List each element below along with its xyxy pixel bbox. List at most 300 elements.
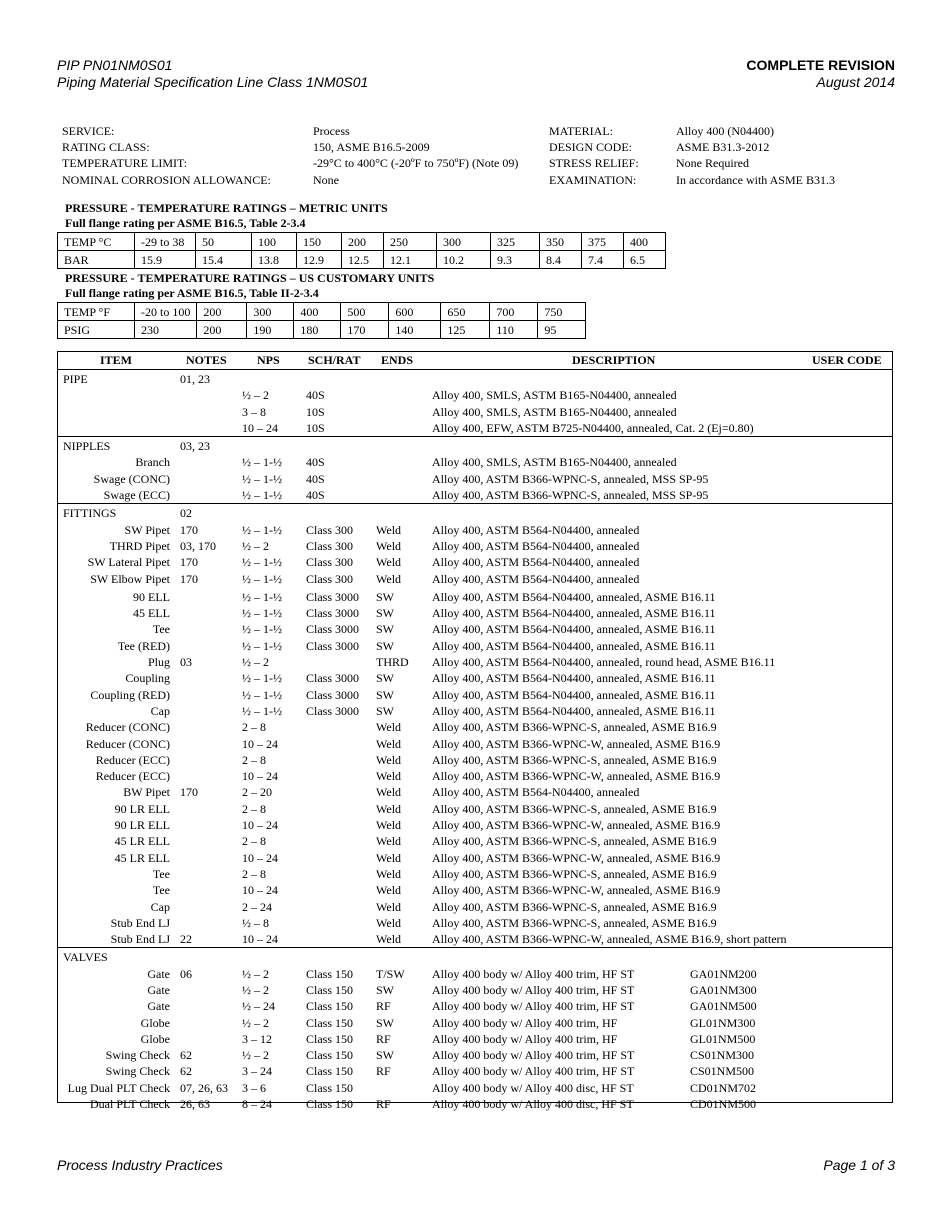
- ends-cell: SW: [376, 1015, 394, 1030]
- table-row: [58, 915, 892, 931]
- nps-cell: ½ – 2: [242, 1048, 269, 1063]
- nps-cell: ½ – 1-½: [242, 638, 282, 653]
- notes-cell: 62: [180, 1048, 192, 1063]
- metric-ratings-table: [57, 232, 666, 269]
- nps-cell: 2 – 20: [242, 785, 272, 800]
- table-row: [58, 736, 892, 752]
- revision-label: COMPLETE REVISION: [746, 57, 895, 73]
- description-cell: Alloy 400, ASTM B564-N04400, annealed: [432, 555, 640, 570]
- sch-cell: 10S: [306, 404, 325, 419]
- table-row: [58, 522, 892, 538]
- notes-cell: 170: [180, 785, 198, 800]
- nps-cell: ½ – 1-½: [242, 622, 282, 637]
- sch-cell: Class 3000: [306, 703, 360, 718]
- rating-cell: 95: [538, 321, 586, 339]
- item-cell: SW Lateral Pipet: [87, 555, 170, 570]
- footer-page-number: Page 1 of 3: [823, 1157, 895, 1173]
- description-cell: Alloy 400, SMLS, ASTM B165-N04400, annealed: [432, 388, 677, 403]
- table-row: [58, 605, 892, 621]
- group-title: NIPPLES: [63, 439, 111, 454]
- nps-cell: 3 – 6: [242, 1080, 266, 1095]
- sch-cell: Class 3000: [306, 622, 360, 637]
- sch-cell: Class 150: [306, 1097, 354, 1112]
- group-notes: 01, 23: [180, 372, 210, 386]
- us-ratings-table: [57, 302, 586, 339]
- nps-cell: ½ – 2: [242, 388, 269, 403]
- group-title-row: [58, 505, 892, 521]
- rating-cell: 325: [491, 233, 540, 251]
- ends-cell: Weld: [376, 866, 402, 881]
- ends-cell: RF: [376, 999, 391, 1014]
- ends-cell: SW: [376, 687, 394, 702]
- nps-cell: ½ – 8: [242, 915, 269, 930]
- us-ratings-title: PRESSURE - TEMPERATURE RATINGS – US CUSTOMARY UNITS Full flange rating per ASME B16.5, Table II-2-3.4: [65, 271, 435, 300]
- ends-cell: Weld: [376, 818, 402, 833]
- info-label: NOMINAL CORROSION ALLOWANCE:: [62, 172, 271, 187]
- notes-cell: 22: [180, 932, 192, 947]
- table-row: [58, 752, 892, 768]
- piping-components-table: [57, 351, 893, 1112]
- ends-cell: Weld: [376, 785, 402, 800]
- ends-cell: Weld: [376, 769, 402, 784]
- nps-cell: 3 – 8: [242, 404, 266, 419]
- notes-cell: 170: [180, 522, 198, 537]
- table-row: [58, 866, 892, 882]
- rating-cell: 400: [624, 233, 666, 251]
- nps-cell: ½ – 24: [242, 999, 275, 1014]
- description-cell: Alloy 400 body w/ Alloy 400 disc, HF ST: [432, 1097, 634, 1112]
- description-cell: Alloy 400, ASTM B366-WPNC-W, annealed, ASME B16.9, short pattern: [432, 932, 787, 947]
- description-cell: Alloy 400, EFW, ASTM B725-N04400, annealed, Cat. 2 (Ej=0.80): [432, 420, 754, 435]
- sch-cell: 40S: [306, 488, 325, 503]
- sch-cell: Class 3000: [306, 687, 360, 702]
- table-row: [58, 571, 892, 587]
- nps-cell: ½ – 1-½: [242, 455, 282, 470]
- sch-cell: Class 150: [306, 1031, 354, 1046]
- ends-cell: Weld: [376, 834, 402, 849]
- description-cell: Alloy 400, ASTM B366-WPNC-W, annealed, ASME B16.9: [432, 736, 721, 751]
- ends-cell: SW: [376, 671, 394, 686]
- info-value: Alloy 400 (N04400): [676, 124, 774, 138]
- rating-cell: 12.5: [342, 251, 384, 269]
- table-row: [58, 638, 892, 654]
- notes-cell: 03, 170: [180, 538, 216, 553]
- nps-cell: 10 – 24: [242, 769, 278, 784]
- table-row: [58, 621, 892, 637]
- nps-cell: 2 – 8: [242, 801, 266, 816]
- description-cell: Alloy 400, ASTM B366-WPNC-S, annealed, ASME B16.9: [432, 899, 717, 914]
- nps-cell: ½ – 2: [242, 982, 269, 997]
- nps-cell: ½ – 1-½: [242, 671, 282, 686]
- rating-cell: 170: [341, 321, 389, 339]
- table-row: [58, 768, 892, 784]
- description-cell: Alloy 400, ASTM B366-WPNC-S, annealed, MSS SP-95: [432, 471, 709, 486]
- sch-cell: Class 300: [306, 571, 354, 586]
- ends-cell: Weld: [376, 538, 402, 553]
- rating-cell: -20 to 100: [135, 303, 197, 321]
- ends-cell: SW: [376, 622, 394, 637]
- info-value: In accordance with ASME B31.3: [676, 172, 835, 187]
- info-value: 150, ASME B16.5-2009: [313, 140, 430, 155]
- ends-cell: Weld: [376, 801, 402, 816]
- item-cell: Globe: [140, 1031, 170, 1046]
- ends-cell: Weld: [376, 850, 402, 865]
- ends-cell: Weld: [376, 571, 402, 586]
- table-row: [58, 454, 892, 470]
- rating-cell: 12.9: [297, 251, 342, 269]
- group-notes: 02: [180, 506, 192, 521]
- table-row: [58, 1096, 892, 1112]
- table-row: [58, 982, 892, 998]
- description-cell: Alloy 400 body w/ Alloy 400 trim, HF ST: [432, 1064, 635, 1079]
- item-cell: Swing Check: [105, 1064, 170, 1079]
- notes-cell: 03: [180, 655, 192, 670]
- ends-cell: THRD: [376, 655, 409, 670]
- sch-cell: Class 150: [306, 1064, 354, 1079]
- table-row: [58, 687, 892, 703]
- nps-cell: 2 – 8: [242, 866, 266, 881]
- description-cell: Alloy 400, ASTM B366-WPNC-W, annealed, ASME B16.9: [432, 769, 721, 784]
- table-row: [58, 1080, 892, 1096]
- item-cell: Branch: [135, 455, 170, 470]
- description-cell: Alloy 400, ASTM B564-N04400, annealed: [432, 571, 640, 586]
- user-code-cell: GA01NM300: [690, 982, 757, 997]
- info-label: TEMPERATURE LIMIT:: [62, 156, 188, 171]
- header-notes: NOTES: [186, 353, 227, 367]
- info-label: MATERIAL:: [549, 124, 613, 138]
- description-cell: Alloy 400 body w/ Alloy 400 trim, HF ST: [432, 1048, 635, 1063]
- item-cell: 45 ELL: [133, 606, 170, 621]
- sch-cell: Class 150: [306, 982, 354, 997]
- rating-row: [58, 251, 666, 269]
- rating-cell: 110: [490, 321, 538, 339]
- description-cell: Alloy 400 body w/ Alloy 400 trim, HF ST: [432, 966, 635, 981]
- rating-cell: 750: [538, 303, 586, 321]
- rating-cell: 200: [197, 303, 247, 321]
- nps-cell: ½ – 1-½: [242, 571, 282, 586]
- table-row: [58, 554, 892, 570]
- table-row: [58, 420, 892, 436]
- sch-cell: Class 300: [306, 538, 354, 553]
- table-row: [58, 487, 892, 503]
- item-cell: Stub End LJ: [110, 932, 170, 947]
- rating-cell: -29 to 38: [135, 233, 196, 251]
- item-cell: SW Elbow Pipet: [90, 571, 170, 586]
- nps-cell: 10 – 24: [242, 850, 278, 865]
- group-valves: [58, 948, 892, 1112]
- nps-cell: 2 – 8: [242, 834, 266, 849]
- ends-cell: Weld: [376, 720, 402, 735]
- description-cell: Alloy 400, SMLS, ASTM B165-N04400, annealed: [432, 455, 677, 470]
- ends-cell: RF: [376, 1031, 391, 1046]
- info-value: Process: [313, 124, 350, 138]
- nps-cell: 3 – 12: [242, 1031, 272, 1046]
- sch-cell: Class 150: [306, 1080, 354, 1095]
- table-row: [58, 670, 892, 686]
- rating-cell: 700: [490, 303, 538, 321]
- table-row: [58, 719, 892, 735]
- table-row: [58, 882, 892, 898]
- ends-cell: SW: [376, 589, 394, 604]
- table-row: [58, 1047, 892, 1063]
- revision-date: August 2014: [816, 74, 895, 90]
- table-row: [58, 998, 892, 1014]
- nps-cell: ½ – 2: [242, 1015, 269, 1030]
- item-cell: THRD Pipet: [109, 538, 170, 553]
- notes-cell: 170: [180, 571, 198, 586]
- sch-cell: Class 3000: [306, 638, 360, 653]
- item-cell: Cap: [150, 703, 170, 718]
- info-value: None Required: [676, 156, 749, 171]
- nps-cell: 10 – 24: [242, 932, 278, 947]
- nps-cell: ½ – 1-½: [242, 471, 282, 486]
- rating-cell: 375: [582, 233, 624, 251]
- item-cell: Swage (CONC): [93, 471, 170, 486]
- rating-cell: 600: [389, 303, 441, 321]
- description-cell: Alloy 400, ASTM B366-WPNC-S, annealed, ASME B16.9: [432, 752, 717, 767]
- sch-cell: 10S: [306, 420, 325, 435]
- user-code-cell: CS01NM500: [690, 1064, 755, 1079]
- ends-cell: RF: [376, 1097, 391, 1112]
- notes-cell: 26, 63: [180, 1097, 210, 1112]
- nps-cell: 3 – 24: [242, 1064, 272, 1079]
- item-cell: Globe: [140, 1015, 170, 1030]
- document-title: Piping Material Specification Line Class 1NM0S01: [57, 74, 369, 90]
- rating-cell: 190: [247, 321, 294, 339]
- item-cell: Plug: [147, 655, 170, 670]
- table-row: [58, 404, 892, 420]
- table-header-row: [58, 352, 892, 370]
- description-cell: Alloy 400, ASTM B564-N04400, annealed, round head, ASME B16.11: [432, 655, 776, 670]
- document-header-left: [57, 57, 368, 91]
- info-label: RATING CLASS:: [62, 140, 150, 155]
- sch-cell: Class 300: [306, 555, 354, 570]
- description-cell: Alloy 400 body w/ Alloy 400 trim, HF ST: [432, 999, 635, 1014]
- rating-cell: TEMP °C: [58, 233, 135, 251]
- description-cell: Alloy 400, ASTM B366-WPNC-S, annealed, ASME B16.9: [432, 720, 717, 735]
- description-cell: Alloy 400, ASTM B564-N04400, annealed, ASME B16.11: [432, 622, 716, 637]
- header-ends: ENDS: [381, 353, 414, 367]
- item-cell: Gate: [147, 999, 170, 1014]
- nps-cell: 10 – 24: [242, 420, 278, 435]
- ends-cell: Weld: [376, 555, 402, 570]
- item-cell: Lug Dual PLT Check: [67, 1080, 170, 1095]
- description-cell: Alloy 400, ASTM B564-N04400, annealed, ASME B16.11: [432, 638, 716, 653]
- description-cell: Alloy 400 body w/ Alloy 400 trim, HF: [432, 1031, 618, 1046]
- info-value: ASME B31.3-2012: [676, 140, 770, 155]
- item-cell: Reducer (CONC): [85, 736, 170, 751]
- rating-cell: 7.4: [582, 251, 624, 269]
- group-title: FITTINGS: [63, 506, 117, 521]
- rating-cell: 10.2: [437, 251, 491, 269]
- item-cell: Tee: [152, 866, 170, 881]
- ends-cell: SW: [376, 982, 394, 997]
- rating-row: [58, 321, 586, 339]
- description-cell: Alloy 400 body w/ Alloy 400 trim, HF: [432, 1015, 618, 1030]
- table-row: [58, 471, 892, 487]
- item-cell: Tee: [152, 622, 170, 637]
- header-sch-rat: SCH/RAT: [308, 353, 361, 367]
- sch-cell: 40S: [306, 388, 325, 403]
- footer-org: Process Industry Practices: [57, 1157, 223, 1173]
- item-cell: 90 LR ELL: [114, 801, 170, 816]
- sch-cell: Class 150: [306, 999, 354, 1014]
- rating-cell: 8.4: [540, 251, 582, 269]
- description-cell: Alloy 400, ASTM B564-N04400, annealed: [432, 785, 640, 800]
- header-nps: NPS: [257, 353, 280, 367]
- item-cell: Tee: [152, 883, 170, 898]
- nps-cell: 10 – 24: [242, 736, 278, 751]
- item-cell: Reducer (ECC): [95, 769, 170, 784]
- table-row: [58, 589, 892, 605]
- rating-cell: 140: [389, 321, 441, 339]
- description-cell: Alloy 400, ASTM B564-N04400, annealed, ASME B16.11: [432, 589, 716, 604]
- table-row: [58, 850, 892, 866]
- group-pipe: [58, 370, 892, 437]
- item-cell: Stub End LJ: [110, 915, 170, 930]
- item-cell: Coupling: [125, 671, 170, 686]
- rating-cell: 180: [294, 321, 341, 339]
- ends-cell: Weld: [376, 752, 402, 767]
- table-row: [58, 703, 892, 719]
- rating-cell: 12.1: [384, 251, 437, 269]
- nps-cell: ½ – 2: [242, 966, 269, 981]
- user-code-cell: CS01NM300: [690, 1048, 755, 1063]
- rating-cell: 230: [135, 321, 197, 339]
- nps-cell: 8 – 24: [242, 1097, 272, 1112]
- rating-cell: 650: [441, 303, 490, 321]
- nps-cell: ½ – 1-½: [242, 606, 282, 621]
- user-code-cell: GL01NM300: [690, 1015, 756, 1030]
- description-cell: Alloy 400, ASTM B366-WPNC-S, annealed, ASME B16.9: [432, 801, 717, 816]
- sch-cell: Class 150: [306, 1048, 354, 1063]
- rating-cell: BAR: [58, 251, 135, 269]
- rating-cell: 9.3: [491, 251, 540, 269]
- nps-cell: 2 – 8: [242, 720, 266, 735]
- ends-cell: Weld: [376, 736, 402, 751]
- sch-cell: Class 3000: [306, 671, 360, 686]
- description-cell: Alloy 400, ASTM B366-WPNC-S, annealed, ASME B16.9: [432, 915, 717, 930]
- header-description: DESCRIPTION: [572, 353, 656, 367]
- rating-cell: 150: [297, 233, 342, 251]
- notes-cell: 06: [180, 966, 192, 981]
- rating-cell: 300: [437, 233, 491, 251]
- item-cell: Tee (RED): [117, 638, 170, 653]
- user-code-cell: GA01NM200: [690, 966, 757, 981]
- notes-cell: 170: [180, 555, 198, 570]
- description-cell: Alloy 400, ASTM B564-N04400, annealed, ASME B16.11: [432, 703, 716, 718]
- item-cell: Coupling (RED): [90, 687, 170, 702]
- rating-cell: 15.4: [196, 251, 252, 269]
- ends-cell: T/SW: [376, 966, 405, 981]
- description-cell: Alloy 400, ASTM B366-WPNC-W, annealed, ASME B16.9: [432, 850, 721, 865]
- item-cell: Reducer (CONC): [85, 720, 170, 735]
- info-value: None: [313, 172, 339, 187]
- rating-cell: 300: [247, 303, 294, 321]
- description-cell: Alloy 400, ASTM B564-N04400, annealed, ASME B16.11: [432, 687, 716, 702]
- nps-cell: 10 – 24: [242, 883, 278, 898]
- item-cell: 45 LR ELL: [114, 850, 170, 865]
- info-label: STRESS RELIEF:: [549, 156, 639, 171]
- metric-ratings-title: PRESSURE - TEMPERATURE RATINGS – METRIC UNITS Full flange rating per ASME B16.5, Table 2-3.4: [65, 201, 388, 230]
- item-cell: Gate: [147, 982, 170, 997]
- table-row: [58, 1031, 892, 1047]
- info-value: -29°C to 400°C (-20ºF to 750ºF) (Note 09): [313, 156, 519, 171]
- sch-cell: Class 150: [306, 966, 354, 981]
- nps-cell: ½ – 1-½: [242, 522, 282, 537]
- rating-cell: 50: [196, 233, 252, 251]
- ends-cell: Weld: [376, 899, 402, 914]
- header-item: ITEM: [100, 353, 133, 367]
- sch-cell: 40S: [306, 455, 325, 470]
- ends-cell: RF: [376, 1064, 391, 1079]
- ends-cell: Weld: [376, 883, 402, 898]
- rating-row: [58, 233, 666, 251]
- group-title-row: [58, 371, 892, 387]
- description-cell: Alloy 400, ASTM B366-WPNC-W, annealed, ASME B16.9: [432, 883, 721, 898]
- info-label: SERVICE:: [62, 124, 115, 138]
- description-cell: Alloy 400, SMLS, ASTM B165-N04400, annealed: [432, 404, 677, 419]
- rating-cell: TEMP °F: [58, 303, 135, 321]
- item-cell: Reducer (ECC): [95, 752, 170, 767]
- group-title-row: [58, 438, 892, 454]
- nps-cell: ½ – 1-½: [242, 589, 282, 604]
- rating-cell: 200: [197, 321, 247, 339]
- rating-cell: 350: [540, 233, 582, 251]
- group-notes: 03, 23: [180, 439, 210, 454]
- item-cell: 45 LR ELL: [114, 834, 170, 849]
- table-row: [58, 899, 892, 915]
- header-user-code: USER CODE: [812, 353, 882, 367]
- nps-cell: ½ – 1-½: [242, 555, 282, 570]
- group-title: PIPE: [63, 372, 88, 386]
- description-cell: Alloy 400 body w/ Alloy 400 disc, HF ST: [432, 1080, 634, 1095]
- table-row: [58, 784, 892, 800]
- info-label: DESIGN CODE:: [549, 140, 632, 155]
- description-cell: Alloy 400, ASTM B366-WPNC-W, annealed, ASME B16.9: [432, 818, 721, 833]
- document-header-right: [746, 57, 895, 91]
- rating-cell: 125: [441, 321, 490, 339]
- group-title: VALVES: [63, 950, 108, 965]
- group-nipples: [58, 437, 892, 504]
- sch-cell: Class 3000: [306, 589, 360, 604]
- nps-cell: 2 – 24: [242, 899, 272, 914]
- table-row: [58, 654, 892, 670]
- item-cell: Swage (ECC): [103, 488, 170, 503]
- rating-cell: 400: [294, 303, 341, 321]
- description-cell: Alloy 400, ASTM B366-WPNC-S, annealed, ASME B16.9: [432, 866, 717, 881]
- item-cell: Dual PLT Check: [90, 1097, 170, 1112]
- rating-cell: 500: [341, 303, 389, 321]
- description-cell: Alloy 400, ASTM B366-WPNC-S, annealed, MSS SP-95: [432, 488, 709, 503]
- rating-cell: PSIG: [58, 321, 135, 339]
- user-code-cell: CD01NM702: [690, 1080, 757, 1095]
- table-row: [58, 538, 892, 554]
- description-cell: Alloy 400, ASTM B564-N04400, annealed: [432, 538, 640, 553]
- user-code-cell: CD01NM500: [690, 1097, 757, 1112]
- info-label: EXAMINATION:: [549, 172, 637, 187]
- item-cell: Cap: [150, 899, 170, 914]
- user-code-cell: GA01NM500: [690, 999, 757, 1014]
- ends-cell: Weld: [376, 932, 402, 947]
- description-cell: Alloy 400, ASTM B564-N04400, annealed: [432, 522, 640, 537]
- ends-cell: Weld: [376, 915, 402, 930]
- nps-cell: ½ – 2: [242, 655, 269, 670]
- sch-cell: Class 150: [306, 1015, 354, 1030]
- table-row: [58, 387, 892, 403]
- item-cell: BW Pipet: [123, 785, 170, 800]
- table-row: [58, 817, 892, 833]
